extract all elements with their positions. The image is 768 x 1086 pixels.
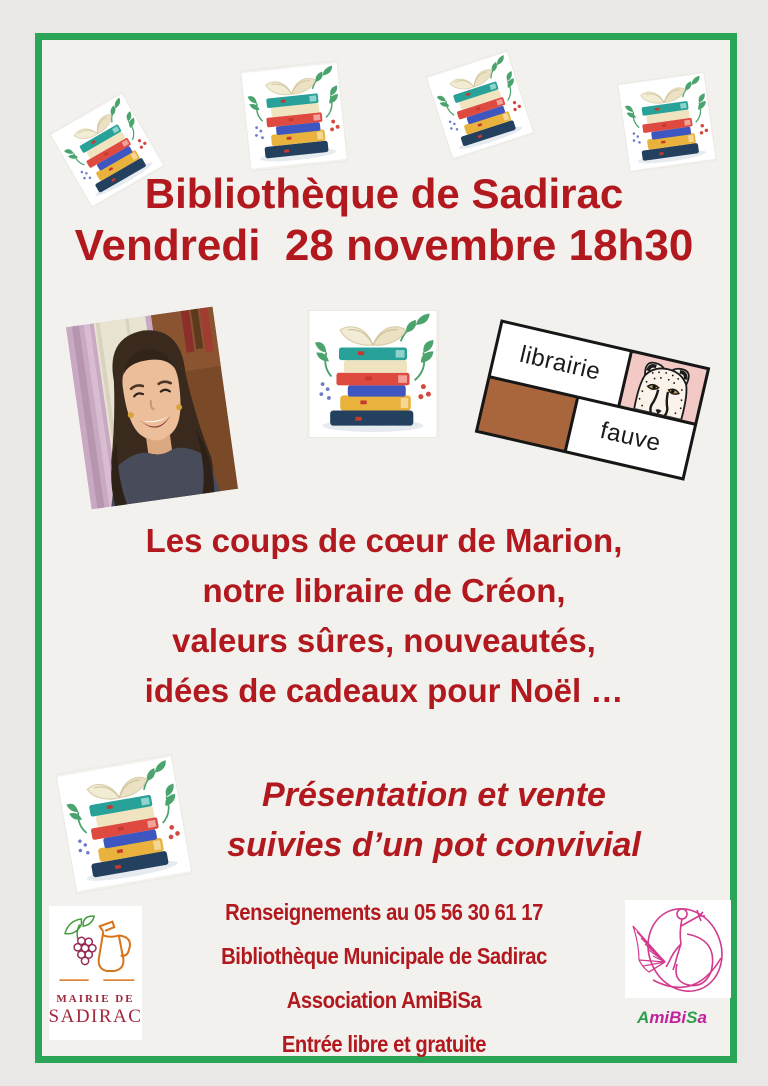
amibisa-name-part: a [697, 1008, 707, 1027]
info-line-entry: Entrée libre et gratuite [281, 1031, 487, 1057]
amibisa-name-part: miBi [649, 1008, 687, 1027]
amibisa-name-part: A [637, 1008, 650, 1027]
body-line: notre libraire de Créon, [202, 572, 566, 609]
event-line: Présentation et vente [262, 776, 606, 814]
body-line: valeurs sûres, nouveautés, [172, 622, 596, 659]
mairie-logo-line1: MAIRIE DE [56, 993, 135, 1005]
event-text [132, 770, 736, 870]
reader-on-book-line-art-icon [625, 900, 731, 998]
portrait-photo-marion [66, 307, 238, 510]
amibisa-logo [625, 900, 731, 998]
fauve-logo-word-fauve: fauve [567, 398, 694, 477]
fauve-logo-word-librairie: librairie [491, 323, 629, 404]
body-text [0, 516, 768, 716]
body-line: idées de cadeaux pour Noël … [144, 672, 624, 709]
book-stack-icon [618, 72, 715, 171]
body-line: Les coups de cœur de Marion, [145, 522, 623, 559]
book-stack-icon [241, 61, 347, 170]
mairie-logo-line2: SADIRAC [48, 1006, 143, 1027]
info-line-library: Bibliothèque Municipale de Sadirac [221, 943, 547, 969]
event-line: suivies d’un pot convivial [227, 826, 641, 864]
amibisa-logo-name [622, 1008, 722, 1028]
poster-datetime: Vendredi 28 novembre 18h30 [74, 221, 694, 270]
info-text [75, 890, 693, 1066]
book-stack-icon [308, 311, 438, 437]
amibisa-name-part: S [686, 1008, 698, 1027]
poster-title: Bibliothèque de Sadirac [144, 170, 624, 217]
info-line-association: Association AmiBiSa [286, 987, 482, 1013]
info-line-phone: Renseignements au 05 56 30 61 17 [225, 899, 543, 925]
mairie-sadirac-logo [49, 906, 142, 1040]
grapes-and-jug-icon [54, 908, 138, 992]
